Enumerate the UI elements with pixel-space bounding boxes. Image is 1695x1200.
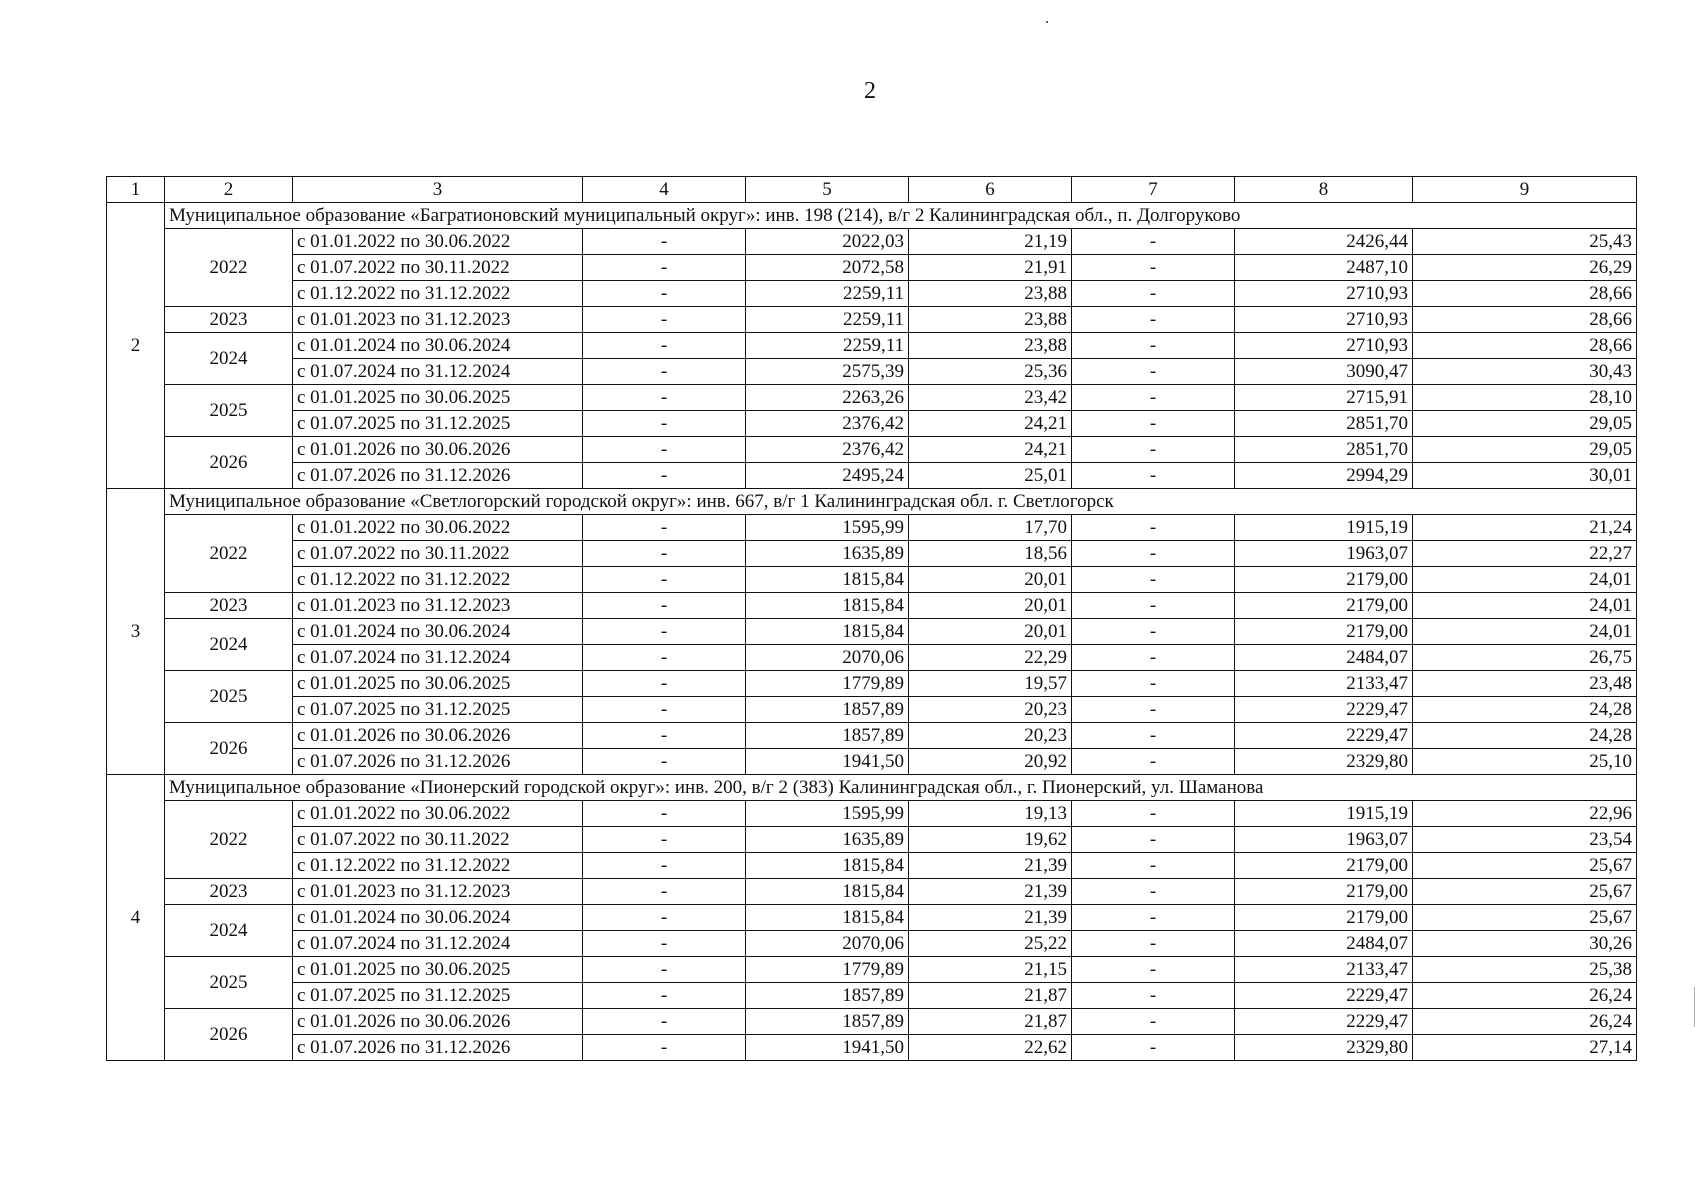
period-cell: с 01.12.2022 по 31.12.2022	[293, 853, 583, 879]
col9-cell: 22,96	[1413, 801, 1637, 827]
table-row	[107, 723, 1637, 749]
col6-cell: 23,88	[909, 333, 1072, 359]
table-row	[107, 437, 1637, 463]
table-row	[107, 957, 1637, 983]
col9-cell: 24,28	[1413, 723, 1637, 749]
col8-cell: 2851,70	[1235, 437, 1413, 463]
col9-cell: 30,43	[1413, 359, 1637, 385]
col6-cell: 21,39	[909, 879, 1072, 905]
period-cell: с 01.01.2026 по 30.06.2026	[293, 437, 583, 463]
section-title-row	[107, 489, 1637, 515]
col8-cell: 2229,47	[1235, 723, 1413, 749]
col7-cell: -	[1072, 1035, 1235, 1061]
period-cell: с 01.01.2024 по 30.06.2024	[293, 333, 583, 359]
table-row	[107, 1009, 1637, 1035]
col6-cell: 19,57	[909, 671, 1072, 697]
col4-cell: -	[583, 385, 746, 411]
column-number-row	[107, 177, 1637, 203]
col5-cell: 2070,06	[746, 645, 909, 671]
period-cell: с 01.07.2026 по 31.12.2026	[293, 1035, 583, 1061]
col7-cell: -	[1072, 905, 1235, 931]
col9-cell: 26,29	[1413, 255, 1637, 281]
col5-cell: 1941,50	[746, 1035, 909, 1061]
col9-cell: 25,10	[1413, 749, 1637, 775]
col9-cell: 25,67	[1413, 853, 1637, 879]
col7-cell: -	[1072, 437, 1235, 463]
col5-cell: 1815,84	[746, 619, 909, 645]
col5-cell: 1857,89	[746, 723, 909, 749]
col4-cell: -	[583, 541, 746, 567]
year-cell: 2025	[165, 957, 293, 1009]
table-row	[107, 359, 1637, 385]
col8-cell: 2329,80	[1235, 1035, 1413, 1061]
col9-cell: 29,05	[1413, 411, 1637, 437]
col7-cell: -	[1072, 827, 1235, 853]
col5-cell: 2263,26	[746, 385, 909, 411]
col5-cell: 1779,89	[746, 671, 909, 697]
col7-cell: -	[1072, 541, 1235, 567]
page-number: 2	[864, 78, 876, 104]
col9-cell: 23,54	[1413, 827, 1637, 853]
col8-cell: 1963,07	[1235, 541, 1413, 567]
col4-cell: -	[583, 931, 746, 957]
section-title: Муниципальное образование «Светлогорский городской округ»: инв. 667, в/г 1 Калининградская обл. г. Светлогорск	[165, 489, 1637, 515]
col4-cell: -	[583, 333, 746, 359]
col4-cell: -	[583, 307, 746, 333]
col5-cell: 2070,06	[746, 931, 909, 957]
period-cell: с 01.07.2024 по 31.12.2024	[293, 645, 583, 671]
year-cell: 2022	[165, 229, 293, 307]
period-cell: с 01.01.2025 по 30.06.2025	[293, 671, 583, 697]
col8-cell: 2229,47	[1235, 697, 1413, 723]
column-number: 8	[1235, 177, 1413, 203]
col7-cell: -	[1072, 1009, 1235, 1035]
col5-cell: 1815,84	[746, 567, 909, 593]
col7-cell: -	[1072, 229, 1235, 255]
period-cell: с 01.07.2024 по 31.12.2024	[293, 359, 583, 385]
col7-cell: -	[1072, 567, 1235, 593]
col4-cell: -	[583, 801, 746, 827]
year-cell: 2025	[165, 385, 293, 437]
col7-cell: -	[1072, 281, 1235, 307]
col8-cell: 2715,91	[1235, 385, 1413, 411]
col5-cell: 1857,89	[746, 1009, 909, 1035]
col5-cell: 1815,84	[746, 905, 909, 931]
year-cell: 2026	[165, 437, 293, 489]
year-cell: 2026	[165, 1009, 293, 1061]
col6-cell: 21,87	[909, 983, 1072, 1009]
col5-cell: 1815,84	[746, 593, 909, 619]
period-cell: с 01.07.2024 по 31.12.2024	[293, 931, 583, 957]
table-row	[107, 619, 1637, 645]
col8-cell: 2994,29	[1235, 463, 1413, 489]
col4-cell: -	[583, 879, 746, 905]
col7-cell: -	[1072, 359, 1235, 385]
col8-cell: 2179,00	[1235, 593, 1413, 619]
col8-cell: 1963,07	[1235, 827, 1413, 853]
col7-cell: -	[1072, 333, 1235, 359]
year-cell: 2022	[165, 515, 293, 593]
period-cell: с 01.07.2026 по 31.12.2026	[293, 749, 583, 775]
col8-cell: 1915,19	[1235, 515, 1413, 541]
col7-cell: -	[1072, 697, 1235, 723]
col8-cell: 2229,47	[1235, 1009, 1413, 1035]
col6-cell: 20,23	[909, 697, 1072, 723]
col4-cell: -	[583, 255, 746, 281]
col5-cell: 1941,50	[746, 749, 909, 775]
col7-cell: -	[1072, 879, 1235, 905]
col8-cell: 2710,93	[1235, 333, 1413, 359]
col8-cell: 2133,47	[1235, 671, 1413, 697]
table-row	[107, 905, 1637, 931]
col4-cell: -	[583, 593, 746, 619]
col6-cell: 21,87	[909, 1009, 1072, 1035]
period-cell: с 01.01.2022 по 30.06.2022	[293, 229, 583, 255]
col9-cell: 27,14	[1413, 1035, 1637, 1061]
table-row	[107, 541, 1637, 567]
col7-cell: -	[1072, 385, 1235, 411]
col8-cell: 2179,00	[1235, 905, 1413, 931]
column-number: 2	[165, 177, 293, 203]
col7-cell: -	[1072, 749, 1235, 775]
col9-cell: 24,01	[1413, 593, 1637, 619]
col6-cell: 21,19	[909, 229, 1072, 255]
col7-cell: -	[1072, 983, 1235, 1009]
col6-cell: 18,56	[909, 541, 1072, 567]
col4-cell: -	[583, 697, 746, 723]
year-cell: 2025	[165, 671, 293, 723]
col4-cell: -	[583, 1035, 746, 1061]
scan-dot	[1046, 21, 1048, 23]
col9-cell: 24,01	[1413, 619, 1637, 645]
col8-cell: 2484,07	[1235, 645, 1413, 671]
col4-cell: -	[583, 645, 746, 671]
col5-cell: 1815,84	[746, 853, 909, 879]
col4-cell: -	[583, 723, 746, 749]
col8-cell: 3090,47	[1235, 359, 1413, 385]
table-row	[107, 983, 1637, 1009]
col6-cell: 23,42	[909, 385, 1072, 411]
col4-cell: -	[583, 281, 746, 307]
col9-cell: 21,24	[1413, 515, 1637, 541]
col9-cell: 29,05	[1413, 437, 1637, 463]
col5-cell: 1857,89	[746, 983, 909, 1009]
col5-cell: 2022,03	[746, 229, 909, 255]
table-row	[107, 385, 1637, 411]
period-cell: с 01.07.2022 по 30.11.2022	[293, 827, 583, 853]
column-number: 7	[1072, 177, 1235, 203]
table-row	[107, 801, 1637, 827]
col9-cell: 25,43	[1413, 229, 1637, 255]
period-cell: с 01.07.2025 по 31.12.2025	[293, 411, 583, 437]
column-number: 6	[909, 177, 1072, 203]
year-cell: 2022	[165, 801, 293, 879]
table-row	[107, 827, 1637, 853]
period-cell: с 01.07.2026 по 31.12.2026	[293, 463, 583, 489]
col6-cell: 19,62	[909, 827, 1072, 853]
col5-cell: 2376,42	[746, 411, 909, 437]
table-row	[107, 879, 1637, 905]
col4-cell: -	[583, 619, 746, 645]
col7-cell: -	[1072, 255, 1235, 281]
section-number: 2	[107, 203, 165, 489]
table-row	[107, 853, 1637, 879]
period-cell: с 01.01.2023 по 31.12.2023	[293, 879, 583, 905]
column-number: 9	[1413, 177, 1637, 203]
col7-cell: -	[1072, 723, 1235, 749]
table-row	[107, 463, 1637, 489]
column-number: 4	[583, 177, 746, 203]
table-row	[107, 515, 1637, 541]
col8-cell: 2229,47	[1235, 983, 1413, 1009]
col4-cell: -	[583, 567, 746, 593]
period-cell: с 01.01.2026 по 30.06.2026	[293, 1009, 583, 1035]
col8-cell: 2710,93	[1235, 307, 1413, 333]
col7-cell: -	[1072, 931, 1235, 957]
col6-cell: 25,22	[909, 931, 1072, 957]
section-title: Муниципальное образование «Багратионовский муниципальный округ»: инв. 198 (214), в/г 2 Калининградская обл., п. Долгоруково	[165, 203, 1637, 229]
col6-cell: 20,92	[909, 749, 1072, 775]
col4-cell: -	[583, 515, 746, 541]
col6-cell: 20,01	[909, 593, 1072, 619]
col6-cell: 21,15	[909, 957, 1072, 983]
table-row	[107, 697, 1637, 723]
column-number: 1	[107, 177, 165, 203]
col9-cell: 26,24	[1413, 983, 1637, 1009]
col7-cell: -	[1072, 593, 1235, 619]
col9-cell: 25,67	[1413, 879, 1637, 905]
table-row	[107, 333, 1637, 359]
year-cell: 2024	[165, 905, 293, 957]
col6-cell: 25,01	[909, 463, 1072, 489]
col8-cell: 2426,44	[1235, 229, 1413, 255]
period-cell: с 01.07.2025 по 31.12.2025	[293, 697, 583, 723]
year-cell: 2023	[165, 307, 293, 333]
col7-cell: -	[1072, 619, 1235, 645]
col4-cell: -	[583, 827, 746, 853]
col4-cell: -	[583, 983, 746, 1009]
col8-cell: 2179,00	[1235, 853, 1413, 879]
col6-cell: 20,01	[909, 567, 1072, 593]
period-cell: с 01.01.2024 по 30.06.2024	[293, 619, 583, 645]
table-row	[107, 411, 1637, 437]
col8-cell: 2179,00	[1235, 567, 1413, 593]
tariff-table	[106, 176, 1637, 1061]
period-cell: с 01.01.2026 по 30.06.2026	[293, 723, 583, 749]
table-row	[107, 593, 1637, 619]
col6-cell: 19,13	[909, 801, 1072, 827]
col8-cell: 2179,00	[1235, 879, 1413, 905]
col7-cell: -	[1072, 307, 1235, 333]
col9-cell: 24,28	[1413, 697, 1637, 723]
col6-cell: 24,21	[909, 411, 1072, 437]
col4-cell: -	[583, 853, 746, 879]
table-body	[107, 177, 1637, 1061]
col6-cell: 17,70	[909, 515, 1072, 541]
col4-cell: -	[583, 229, 746, 255]
period-cell: с 01.01.2023 по 31.12.2023	[293, 307, 583, 333]
period-cell: с 01.01.2025 по 30.06.2025	[293, 957, 583, 983]
column-number: 3	[293, 177, 583, 203]
table-row	[107, 749, 1637, 775]
col6-cell: 21,39	[909, 853, 1072, 879]
col8-cell: 2329,80	[1235, 749, 1413, 775]
col5-cell: 1815,84	[746, 879, 909, 905]
col6-cell: 20,23	[909, 723, 1072, 749]
col5-cell: 2376,42	[746, 437, 909, 463]
period-cell: с 01.01.2024 по 30.06.2024	[293, 905, 583, 931]
col5-cell: 1779,89	[746, 957, 909, 983]
year-cell: 2023	[165, 593, 293, 619]
year-cell: 2024	[165, 333, 293, 385]
col5-cell: 1595,99	[746, 515, 909, 541]
col5-cell: 2072,58	[746, 255, 909, 281]
col8-cell: 1915,19	[1235, 801, 1413, 827]
col6-cell: 21,91	[909, 255, 1072, 281]
col4-cell: -	[583, 359, 746, 385]
period-cell: с 01.07.2022 по 30.11.2022	[293, 255, 583, 281]
table-row	[107, 671, 1637, 697]
col9-cell: 28,66	[1413, 281, 1637, 307]
section-title: Муниципальное образование «Пионерский городской округ»: инв. 200, в/г 2 (383) Калининградская обл., г. Пионерский, ул. Шаманова	[165, 775, 1637, 801]
period-cell: с 01.12.2022 по 31.12.2022	[293, 281, 583, 307]
col5-cell: 1635,89	[746, 827, 909, 853]
col6-cell: 23,88	[909, 307, 1072, 333]
period-cell: с 01.07.2022 по 30.11.2022	[293, 541, 583, 567]
table-row	[107, 281, 1637, 307]
table-row	[107, 255, 1637, 281]
col8-cell: 2851,70	[1235, 411, 1413, 437]
col9-cell: 28,66	[1413, 333, 1637, 359]
col7-cell: -	[1072, 463, 1235, 489]
table-row	[107, 567, 1637, 593]
col9-cell: 26,75	[1413, 645, 1637, 671]
period-cell: с 01.01.2025 по 30.06.2025	[293, 385, 583, 411]
col8-cell: 2484,07	[1235, 931, 1413, 957]
section-number: 3	[107, 489, 165, 775]
col6-cell: 25,36	[909, 359, 1072, 385]
col5-cell: 2259,11	[746, 333, 909, 359]
col8-cell: 2133,47	[1235, 957, 1413, 983]
col7-cell: -	[1072, 853, 1235, 879]
table-row	[107, 307, 1637, 333]
col9-cell: 25,38	[1413, 957, 1637, 983]
section-title-row	[107, 775, 1637, 801]
col4-cell: -	[583, 905, 746, 931]
col9-cell: 26,24	[1413, 1009, 1637, 1035]
col9-cell: 25,67	[1413, 905, 1637, 931]
period-cell: с 01.01.2022 по 30.06.2022	[293, 801, 583, 827]
col5-cell: 2259,11	[746, 281, 909, 307]
col6-cell: 20,01	[909, 619, 1072, 645]
col6-cell: 23,88	[909, 281, 1072, 307]
col7-cell: -	[1072, 515, 1235, 541]
section-title-row	[107, 203, 1637, 229]
section-number: 4	[107, 775, 165, 1061]
col5-cell: 1635,89	[746, 541, 909, 567]
col5-cell: 2575,39	[746, 359, 909, 385]
year-cell: 2026	[165, 723, 293, 775]
col4-cell: -	[583, 1009, 746, 1035]
col4-cell: -	[583, 463, 746, 489]
col4-cell: -	[583, 957, 746, 983]
col9-cell: 30,26	[1413, 931, 1637, 957]
col4-cell: -	[583, 749, 746, 775]
col4-cell: -	[583, 671, 746, 697]
column-number: 5	[746, 177, 909, 203]
table-row	[107, 931, 1637, 957]
period-cell: с 01.07.2025 по 31.12.2025	[293, 983, 583, 1009]
col8-cell: 2179,00	[1235, 619, 1413, 645]
col7-cell: -	[1072, 671, 1235, 697]
col5-cell: 1857,89	[746, 697, 909, 723]
col6-cell: 21,39	[909, 905, 1072, 931]
col9-cell: 23,48	[1413, 671, 1637, 697]
col5-cell: 2495,24	[746, 463, 909, 489]
table-row	[107, 1035, 1637, 1061]
table-row	[107, 645, 1637, 671]
col6-cell: 22,62	[909, 1035, 1072, 1061]
period-cell: с 01.01.2022 по 30.06.2022	[293, 515, 583, 541]
year-cell: 2024	[165, 619, 293, 671]
col5-cell: 1595,99	[746, 801, 909, 827]
col6-cell: 22,29	[909, 645, 1072, 671]
col9-cell: 24,01	[1413, 567, 1637, 593]
col4-cell: -	[583, 411, 746, 437]
col7-cell: -	[1072, 645, 1235, 671]
col7-cell: -	[1072, 957, 1235, 983]
col7-cell: -	[1072, 411, 1235, 437]
col5-cell: 2259,11	[746, 307, 909, 333]
table-row	[107, 229, 1637, 255]
col9-cell: 28,66	[1413, 307, 1637, 333]
col6-cell: 24,21	[909, 437, 1072, 463]
col8-cell: 2710,93	[1235, 281, 1413, 307]
year-cell: 2023	[165, 879, 293, 905]
col7-cell: -	[1072, 801, 1235, 827]
col9-cell: 28,10	[1413, 385, 1637, 411]
period-cell: с 01.12.2022 по 31.12.2022	[293, 567, 583, 593]
col9-cell: 30,01	[1413, 463, 1637, 489]
col8-cell: 2487,10	[1235, 255, 1413, 281]
col4-cell: -	[583, 437, 746, 463]
col9-cell: 22,27	[1413, 541, 1637, 567]
period-cell: с 01.01.2023 по 31.12.2023	[293, 593, 583, 619]
